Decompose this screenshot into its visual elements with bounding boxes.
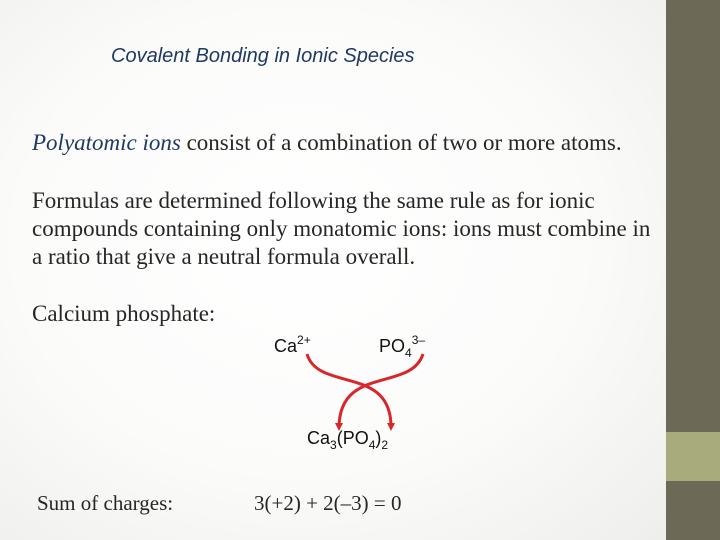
calcium-ion [274,333,311,357]
calcium-charge: 2+ [297,333,311,347]
rule-line-3: a ratio that give a neutral formula overall. [32,244,416,269]
calcium-symbol: Ca [274,336,298,356]
polyatomic-definition: consist of a combination of two or more atoms. [180,130,622,155]
phosphate-symbol: PO [379,336,406,356]
phosphate-charge: 3– [411,333,426,347]
compound-formula [307,428,388,452]
sidebar-bottom-band [666,481,720,540]
arrow-calcium-charge [307,354,391,428]
formula-po-open: (PO [336,428,369,448]
formula-po-subscript: 4 [368,438,376,452]
formula-ca-subscript: 3 [330,438,337,452]
sum-of-charges-equation: 3(+2) + 2(–3) = 0 [254,491,402,515]
sum-of-charges-label: Sum of charges: [37,491,174,515]
sidebar-accent-band [666,432,720,481]
formula-close: ) [375,428,382,448]
arrow-phosphate-charge [339,354,423,428]
sidebar-dark-band [666,0,720,432]
phosphate-subscript: 4 [405,346,412,360]
phosphate-ion [379,333,425,360]
formula-group-subscript: 2 [381,438,389,452]
polyatomic-term: Polyatomic ions [32,130,181,155]
rule-line-1: Formulas are determined following the same rule as for ionic [32,188,595,213]
slide-title: Covalent Bonding in Ionic Species [111,45,415,67]
formula-rule-paragraph [32,187,650,271]
example-label: Calcium phosphate: [32,301,216,326]
polyatomic-paragraph [32,130,622,156]
formula-ca: Ca [307,428,331,448]
rule-line-2: compounds containing only monatomic ions: ions must combine in [32,216,651,241]
